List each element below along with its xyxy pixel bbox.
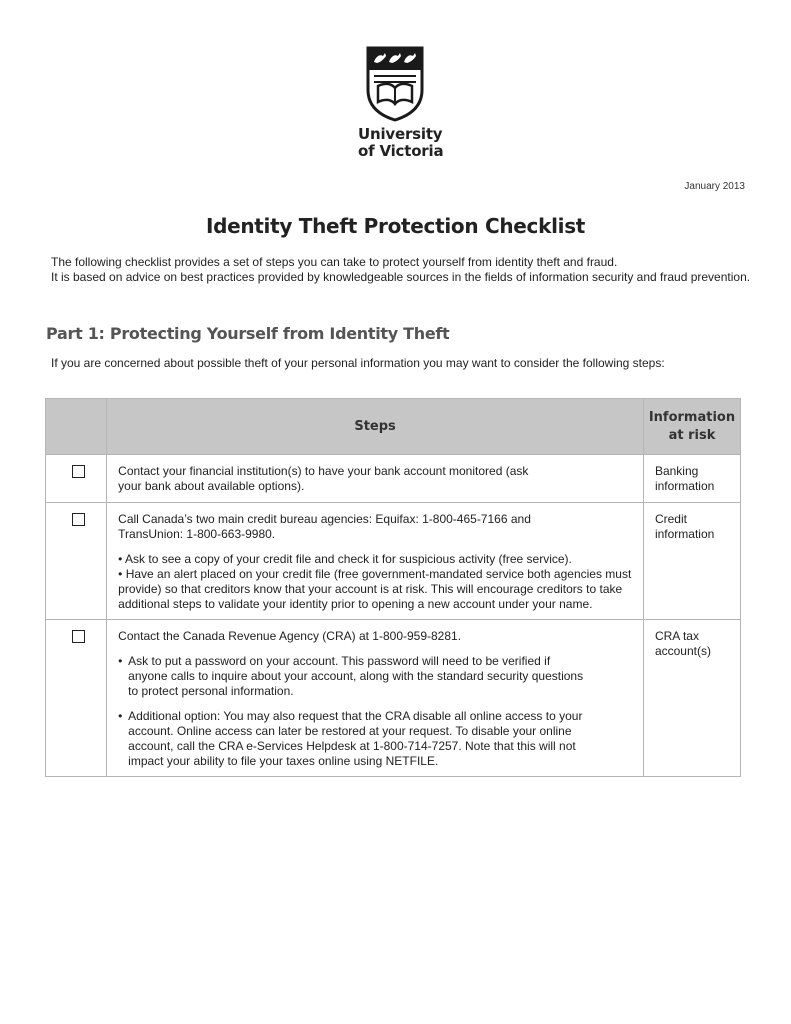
- step-text: Contact the Canada Revenue Agency (CRA) at 1-800-959-8281.: [118, 629, 462, 643]
- header-steps: Steps: [107, 399, 644, 455]
- intro-line-1: The following checklist provides a set of steps you can take to protect yourself from identity theft and fraud.: [51, 255, 618, 269]
- info-at-risk-cell: CRA tax account(s): [643, 620, 740, 777]
- step-text: Contact your financial institution(s) to have your bank account monitored (ask your bank about available options).: [118, 464, 529, 493]
- university-crest-icon: [366, 46, 424, 122]
- university-name-line2: of Victoria: [358, 142, 444, 160]
- row-checkbox-cell: [46, 620, 107, 777]
- info-at-risk-cell: Credit information: [643, 503, 740, 620]
- document-date: January 2013: [684, 181, 745, 192]
- table-row: [46, 455, 741, 503]
- university-name-line1: University: [358, 125, 443, 143]
- university-logo: [358, 46, 438, 122]
- checkbox[interactable]: [72, 513, 85, 526]
- row-checkbox-cell: [46, 455, 107, 503]
- info-at-risk-cell: Banking information: [643, 455, 740, 503]
- step-bullets: [118, 654, 588, 769]
- row-checkbox-cell: [46, 503, 107, 620]
- header-info-line2: at risk: [668, 427, 716, 443]
- bullet-text: Additional option: You may also request that the CRA disable all online access to your account. Online access can later be restored at your request. To disable your online account, call the CRA e-Services Helpdesk at 1-800-714-7257. Note that this will not impact your ability to file your taxes online using NETFILE.: [128, 709, 583, 768]
- step-cell: [107, 620, 644, 777]
- header-checkbox-column: [46, 399, 107, 455]
- checklist-table: [45, 398, 741, 777]
- table-row: [46, 503, 741, 620]
- table-row: [46, 620, 741, 777]
- header-information-at-risk: [643, 399, 740, 455]
- list-item: • Additional option: You may also request that the CRA disable all online access to your account. Online access can later be restored at your request. To disable your online account, call the CRA e-Services Helpdesk at 1-800-714-7257. Note that this will not impact your ability to file your taxes online using NETFILE.: [118, 709, 583, 768]
- step-bullets: [118, 552, 643, 612]
- bullet-text: Ask to put a password on your account. This password will need to be verified if anyone calls to inquire about your account, along with the standard security questions to protect personal information.: [128, 654, 584, 698]
- step-cell: [107, 455, 644, 503]
- step-cell: [107, 503, 644, 620]
- step-text: Call Canada’s two main credit bureau agencies: Equifax: 1-800-465-7166 and TransUnion: 1-800-663-9980.: [118, 512, 531, 541]
- part-1-intro: If you are concerned about possible theft of your personal information you may want to consider the following steps:: [51, 356, 665, 370]
- intro-line-2: It is based on advice on best practices provided by knowledgeable sources in the fields of information security and fraud prevention.: [51, 270, 751, 284]
- bullet-text: Have an alert placed on your credit file (free government-mandated service both agencies must provide) so that creditors know that your account is at risk. This will encourage creditors to take additional steps to validate your identity prior to opening a new account under your name.: [118, 567, 632, 611]
- table-header-row: [46, 399, 741, 455]
- part-1-title: Part 1: Protecting Yourself from Identity Theft: [46, 324, 450, 343]
- document-intro: [51, 255, 751, 285]
- list-item: • Ask to see a copy of your credit file and check it for suspicious activity (free service).: [118, 552, 572, 566]
- bullet-text: Ask to see a copy of your credit file and check it for suspicious activity (free service).: [125, 552, 572, 566]
- header-info-line1: Information: [648, 409, 736, 425]
- university-name: [358, 126, 443, 160]
- list-item: • Ask to put a password on your account. This password will need to be verified if anyone calls to inquire about your account, along with the standard security questions to protect personal information.: [118, 654, 584, 698]
- checkbox[interactable]: [72, 630, 85, 643]
- list-item: • Have an alert placed on your credit file (free government-mandated service both agencies must provide) so that creditors know that your account is at risk. This will encourage creditors to take additional steps to validate your identity prior to opening a new account under your name.: [118, 567, 632, 611]
- checkbox[interactable]: [72, 465, 85, 478]
- document-title: Identity Theft Protection Checklist: [205, 214, 586, 238]
